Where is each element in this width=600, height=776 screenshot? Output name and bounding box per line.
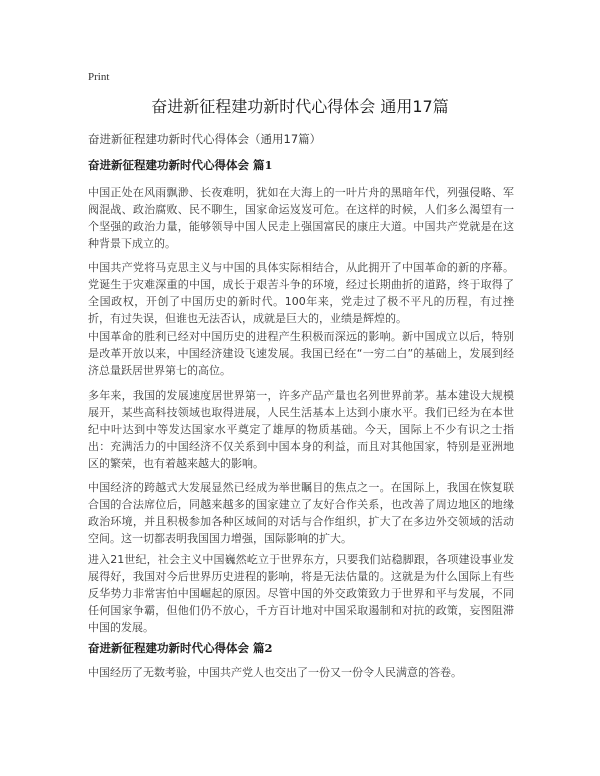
print-link[interactable]: Print [88, 71, 110, 83]
section-heading-1: 奋进新征程建功新时代心得体会 篇1 [88, 158, 273, 172]
paragraph: 多年来，我国的发展速度居世界第一，许多产品产量也名列世界前茅。基本建设大规模展开，某些高科技领域也取得进展，人民生活基本上达到小康水平。我们已经为在本世纪中叶达到中等发达国家水平奠定了雄厚的物质基础。今天，国际上不少有识之士指出：充满活力的中国经济不仅关系到中国本身的利益，而且对其他国家，特别是亚洲地区的繁荣，也有着越来越大的影响。 [88, 389, 514, 470]
paragraph: 中国共产党将马克思主义与中国的具体实际相结合，从此拥开了中国革命的新的序幕。党诞生于灾难深重的中国，成长于艰苦斗争的环境，经过长期曲折的道路，终于取得了全国政权，开创了中国历史的新时代。100年来，党走过了极不平凡的历程，有过挫折，有过失误，但谁也无法否认，成就是巨大的，业绩是辉煌的。 [88, 261, 514, 325]
document-title: 奋进新征程建功新时代心得体会 通用17篇 [151, 97, 449, 116]
paragraph: 中国经历了无数考验，中国共产党人也交出了一份又一份令人民满意的答卷。 [88, 666, 462, 679]
paragraph: 中国经济的跨越式大发展显然已经成为举世瞩目的焦点之一。在国际上，我国在恢复联合国的合法席位后，同越来越多的国家建立了友好合作关系，也改善了周边地区的地缘政治环境，并且积极参加各种区域间的对话与合作组织，扩大了在多边外交领域的活动空间。这一切都表明我国国力增强，国际影响的扩大。 [88, 481, 514, 545]
paragraph: 中国革命的胜利已经对中国历史的进程产生积极而深远的影响。新中国成立以后，特别是改革开放以来，中国经济建设飞速发展。我国已经在“一穷二白”的基础上，发展到经济总量跃居世界第七的高位。 [88, 330, 514, 377]
paragraph: 进入21世纪，社会主义中国巍然屹立于世界东方，只要我们站稳脚跟，各项建设事业发展得好，我国对今后世界历史进程的影响，将是无法估量的。这就是为什么国际上有些反华势力非常害怕中国崛起的原因。尽管中国的外交政策致力于世界和平与发展，不同任何国家争霸，但他们仍不放心，千方百计地对中国采取遏制和对抗的政策，妄图阻滞中国的发展。 [88, 553, 514, 634]
section-heading-2: 奋进新征程建功新时代心得体会 篇2 [88, 641, 273, 655]
paragraph: 中国正处在风雨飘渺、长夜难明，犹如在大海上的一叶片舟的黑暗年代，列强侵略、军阀混战、政治腐败、民不聊生，国家命运岌岌可危。在这样的时候，人们多么渴望有一个坚强的政治力量，能够领导中国人民走上强国富民的康庄大道。中国共产党就是在这种背景下成立的。 [88, 186, 514, 250]
document-subtitle: 奋进新征程建功新时代心得体会（通用17篇） [88, 132, 322, 146]
